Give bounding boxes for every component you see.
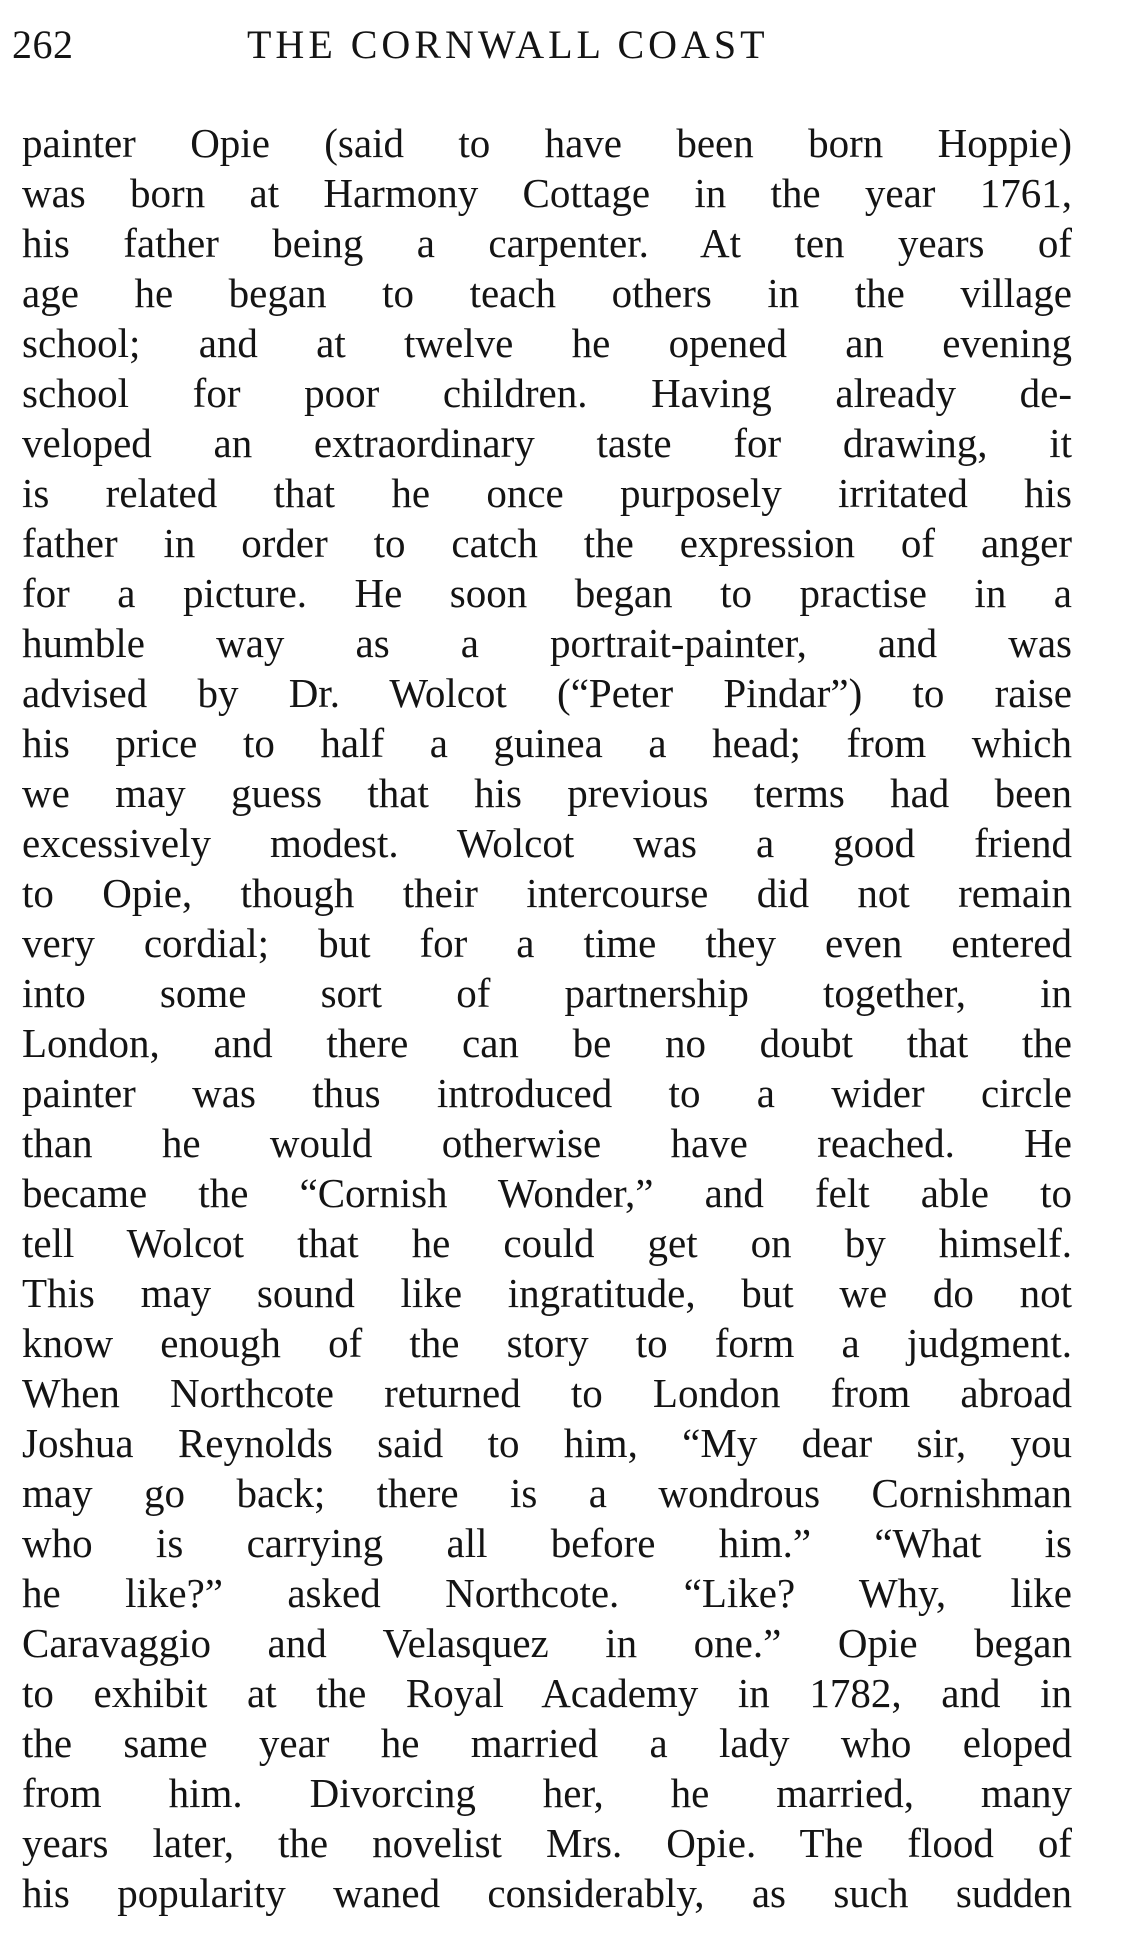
text-line: London, and there can be no doubt that the: [22, 1020, 1072, 1066]
text-line: was born at Harmony Cottage in the year 1761,: [22, 170, 1072, 216]
text-line: school; and at twelve he opened an evening: [22, 320, 1072, 366]
text-line: age he began to teach others in the village: [22, 270, 1072, 316]
text-line: is related that he once purposely irritated his: [22, 470, 1072, 516]
text-line: father in order to catch the expression of anger: [22, 520, 1072, 566]
text-line: he like?” asked Northcote. “Like? Why, like: [22, 1570, 1072, 1616]
text-line: who is carrying all before him.” “What is: [22, 1520, 1072, 1566]
text-line: humble way as a portrait-painter, and was: [22, 620, 1072, 666]
text-line: than he would otherwise have reached. He: [22, 1120, 1072, 1166]
text-line: veloped an extraordinary taste for drawing, it: [22, 420, 1072, 466]
text-line: advised by Dr. Wolcot (“Peter Pindar”) to raise: [22, 670, 1072, 716]
text-line: Caravaggio and Velasquez in one.” Opie began: [22, 1620, 1072, 1666]
text-line: the same year he married a lady who eloped: [22, 1720, 1072, 1766]
text-line: excessively modest. Wolcot was a good friend: [22, 820, 1072, 866]
text-line: for a picture. He soon began to practise in a: [22, 570, 1072, 616]
text-line: When Northcote returned to London from abroad: [22, 1370, 1072, 1416]
text-line: to Opie, though their intercourse did not remain: [22, 870, 1072, 916]
text-line: became the “Cornish Wonder,” and felt able to: [22, 1170, 1072, 1216]
text-line: school for poor children. Having already de-: [22, 370, 1072, 416]
body-paragraph: [22, 118, 1072, 1918]
text-line: from him. Divorcing her, he married, many: [22, 1770, 1072, 1816]
text-line: to exhibit at the Royal Academy in 1782, and in: [22, 1670, 1072, 1716]
text-line: painter Opie (said to have been born Hoppie): [22, 120, 1072, 166]
text-line: painter was thus introduced to a wider circle: [22, 1070, 1072, 1116]
text-line: his price to half a guinea a head; from which: [22, 720, 1072, 766]
running-title: THE CORNWALL COAST: [247, 22, 769, 67]
text-line: we may guess that his previous terms had been: [22, 770, 1072, 816]
text-line: his father being a carpenter. At ten years of: [22, 220, 1072, 266]
page-number: 262: [12, 22, 74, 67]
text-line: Joshua Reynolds said to him, “My dear sir, you: [22, 1420, 1072, 1466]
text-line: know enough of the story to form a judgment.: [22, 1320, 1072, 1366]
text-line: years later, the novelist Mrs. Opie. The flood of: [22, 1820, 1072, 1866]
text-line: very cordial; but for a time they even entered: [22, 920, 1072, 966]
text-line: tell Wolcot that he could get on by himself.: [22, 1220, 1072, 1266]
page-header: [12, 20, 1072, 70]
text-line: This may sound like ingratitude, but we do not: [22, 1270, 1072, 1316]
text-line: may go back; there is a wondrous Cornishman: [22, 1470, 1072, 1516]
text-line: his popularity waned considerably, as such sudden: [22, 1870, 1072, 1916]
text-line: into some sort of partnership together, in: [22, 970, 1072, 1016]
